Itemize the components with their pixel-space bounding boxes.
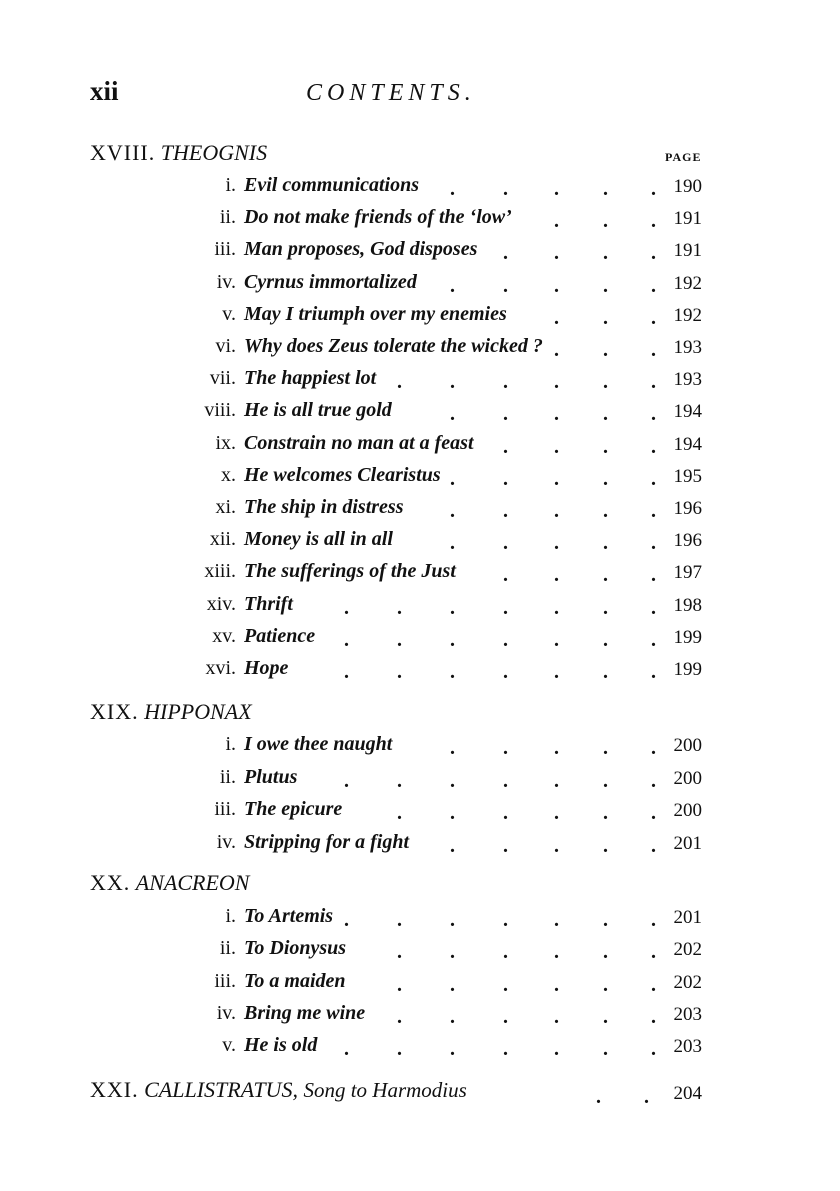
toc-entry[interactable]: iii. Man proposes, God disposes . . . . 191	[214, 238, 702, 265]
toc-entry-page: 191	[673, 208, 702, 230]
toc-entry-title: To a maiden	[244, 969, 346, 992]
toc-entry[interactable]: v. He is old . . . . . . . 203	[222, 1034, 702, 1061]
toc-entry-numeral: iii.	[214, 969, 236, 992]
toc-entry-title: Constrain no man at a feast	[244, 431, 474, 454]
final-entry-page	[90, 1081, 710, 1111]
toc-entry[interactable]: xv. Patience . . . . . . . 199	[212, 624, 702, 651]
toc-entry[interactable]: ii. Plutus . . . . . . . 200	[219, 765, 702, 792]
section-name: CALLISTRATUS,	[144, 1077, 298, 1102]
section-subtitle: Song to Harmodius	[303, 1078, 467, 1102]
section-numeral: XVIII.	[90, 140, 156, 165]
page-column-label: PAGE	[665, 150, 702, 164]
section-name: THEOGNIS	[160, 140, 268, 165]
toc-entry-numeral: xv.	[212, 624, 236, 647]
toc-entry[interactable]: i. To Artemis . . . . . . . 201	[225, 905, 702, 931]
toc-entry-page: 193	[673, 337, 702, 358]
toc-entry-numeral: v.	[222, 302, 236, 325]
toc-entry-title: He is all true gold	[244, 399, 392, 422]
toc-entry-title: The sufferings of the Just	[244, 560, 456, 583]
section-heading	[90, 699, 252, 725]
toc-entry-page: 201	[673, 907, 702, 928]
section-numeral: XX.	[90, 870, 131, 895]
toc-entry-title: Patience	[244, 624, 316, 647]
toc-entry-title: Why does Zeus tolerate the wicked ?	[244, 335, 543, 357]
section-numeral: XXI.	[90, 1077, 139, 1102]
toc-entry-page: 196	[673, 530, 702, 552]
toc-entry-numeral: i.	[225, 905, 236, 927]
toc-entry-title: Bring me wine	[244, 1001, 366, 1024]
toc-entry-title: May I triumph over my enemies	[244, 302, 507, 325]
page-number: xii	[90, 76, 119, 106]
toc-entry[interactable]: xi. The ship in distress . . . . . 196	[215, 496, 702, 522]
toc-entry[interactable]: iv. Stripping for a fight . . . . . 201	[216, 830, 702, 857]
section-numeral: XIX.	[90, 699, 139, 724]
toc-entry-numeral: i.	[225, 733, 236, 755]
toc-entry-page: 192	[673, 272, 702, 294]
toc-entry-page: 199	[673, 626, 702, 648]
toc-entry[interactable]: vii. The happiest lot . . . . . . 193	[209, 367, 702, 394]
toc-entry[interactable]: i. Evil communications . . . . . 190	[225, 174, 702, 200]
toc-entry-title: Evil communications	[244, 174, 420, 196]
toc-entry-numeral: v.	[222, 1034, 236, 1057]
toc-entry-title: To Dionysus	[244, 937, 347, 960]
toc-entry-numeral: ii.	[219, 765, 236, 788]
toc-entry-page: 204	[673, 1083, 702, 1104]
toc-entry-page: 200	[673, 767, 702, 789]
toc-entry-page: 197	[673, 562, 702, 584]
section-heading	[90, 140, 267, 166]
toc-entry[interactable]: x. He welcomes Clearistus . . . . . 195	[221, 463, 702, 490]
toc-entry-title: To Artemis	[244, 905, 334, 927]
toc-entry-title: The happiest lot	[244, 367, 377, 390]
toc-entry-page: 201	[673, 832, 702, 854]
toc-entry-page: 200	[673, 735, 702, 756]
toc-entry-numeral: xiii.	[204, 560, 236, 583]
toc-entry-title: Man proposes, God disposes	[244, 238, 478, 261]
toc-entry-page: 191	[673, 240, 702, 262]
toc-entry-title: Plutus	[244, 765, 298, 788]
toc-entry[interactable]: v. May I triumph over my enemies . . . 192	[222, 302, 702, 329]
toc-entry-numeral: xiv.	[206, 592, 236, 615]
toc-entry[interactable]: xiii. The sufferings of the Just . . . . 197	[204, 560, 702, 587]
toc-entry-title: Money is all in all	[244, 528, 393, 551]
toc-entry-numeral: iv.	[216, 1001, 236, 1024]
toc-entry-numeral: ii.	[219, 937, 236, 960]
toc-entry-page: 199	[673, 659, 702, 680]
toc-entry-numeral: ix.	[215, 431, 236, 454]
toc-entry-page: 203	[673, 1036, 702, 1058]
toc-entry-page: 202	[673, 939, 702, 961]
toc-entry-page: 203	[673, 1003, 702, 1025]
toc-entry-title: The ship in distress	[244, 496, 404, 518]
toc-entry[interactable]: ii. To Dionysus . . . . . . 202	[219, 937, 702, 964]
toc-entry[interactable]: xvi. Hope . . . . . . . 199	[205, 657, 702, 683]
toc-entry-title: Do not make friends of the ‘low’	[244, 206, 512, 229]
toc-entry-title: Hope	[244, 657, 289, 679]
toc-entry-title: I owe thee naught	[244, 733, 393, 755]
toc-entry-page: 200	[673, 800, 702, 821]
page-title: CONTENTS.	[306, 80, 476, 106]
toc-entry-numeral: xii.	[209, 528, 236, 551]
toc-entry-numeral: i.	[225, 174, 236, 196]
toc-entry-numeral: vii.	[209, 367, 236, 390]
toc-entry-title: Stripping for a fight	[244, 830, 410, 853]
toc-entry-title: He welcomes Clearistus	[244, 463, 441, 486]
toc-entry[interactable]: i. I owe thee naught . . . . . 200	[225, 733, 702, 759]
toc-entry-numeral: xvi.	[205, 657, 236, 679]
toc-entry[interactable]: xii. Money is all in all . . . . . 196	[209, 528, 702, 555]
toc-entry[interactable]: iii. The epicure . . . . . . 200	[214, 798, 702, 824]
contents-page: xii CONTENTS. PAGE XVIII. THEOGNIS i. Evil communications . . . . . 190 ii. Do not make friends of the ‘low’ . . . 191 iii. Man proposes, God disposes . . . . 191 iv. Cyrnus immortalized . . . . . 192 v. May I triumph over my enemies . . . 192 vi. Why does Zeus tolerate the wicked ? . . . 193 vii. The happiest lot . . . . . . 193 viii. He is all true gold . . . . . 194 ix. Constrain no man at a feast . . . . 194 x. He welcomes Clearistus . . . . . 195 xi. The ship in distress . . . . . 196 xii. Money is all in all . . . . . 196 xiii. The sufferings of the Just . . . . 197 xiv. Thrift . . . . . . . 198 xv. Patience . . . . . . . 199 xvi. Hope . . . . . . . 199 XIX. HIPPONAX i. I owe thee naught . . . . . 200 ii. Plutus . . . . . . . 200 iii. The epicure . . . . . . 200 iv. Stripping for a fight . . . . . 201 XX. ANACREON i. To Artemis . . . . . . . 201 ii. To Dionysus . . . . . . 202 iii. To a maiden . . . . . . 202 iv. Bring me wine . . . . . . 203 v. He is old . . . . . . . 203 XXI. CALLISTRATUS, Song to Harmodius . . 204	[0, 0, 840, 1191]
toc-entry[interactable]: viii. He is all true gold . . . . . 194	[204, 399, 702, 426]
toc-entry-numeral: iii.	[214, 238, 236, 261]
toc-entry-page: 195	[673, 465, 702, 487]
toc-entry[interactable]: iii. To a maiden . . . . . . 202	[214, 969, 702, 996]
toc-entry-page: 202	[673, 971, 702, 993]
toc-entry-page: 190	[673, 176, 702, 197]
toc-entry-numeral: viii.	[204, 399, 236, 422]
toc-entry-numeral: iv.	[216, 270, 236, 293]
toc-entry-page: 194	[673, 433, 702, 455]
toc-entry[interactable]: ii. Do not make friends of the ‘low’ . . . 191	[219, 206, 702, 233]
toc-entry-numeral: iii.	[214, 798, 236, 820]
toc-entry[interactable]: vi. Why does Zeus tolerate the wicked ? . . . 193	[215, 335, 702, 361]
toc-entry[interactable]: xiv. Thrift . . . . . . . 198	[206, 592, 702, 619]
toc-entry-title: He is old	[244, 1034, 318, 1057]
toc-entry-numeral: ii.	[219, 206, 236, 229]
toc-entry[interactable]: iv. Cyrnus immortalized . . . . . 192	[216, 270, 702, 297]
toc-entry-numeral: vi.	[215, 335, 236, 357]
toc-entry-page: 196	[673, 498, 702, 519]
toc-entry-numeral: xi.	[215, 496, 236, 518]
toc-entry-title: Cyrnus immortalized	[244, 270, 417, 293]
section-heading	[90, 870, 249, 896]
toc-entry[interactable]: iv. Bring me wine . . . . . . 203	[216, 1001, 702, 1028]
toc-entry-title: The epicure	[244, 798, 343, 820]
toc-entry[interactable]: ix. Constrain no man at a feast . . . . 194	[215, 431, 702, 458]
toc-entry-page: 198	[673, 594, 702, 616]
section-name: ANACREON	[135, 870, 250, 895]
toc-entry-page: 192	[673, 304, 702, 326]
section-name: HIPPONAX	[144, 699, 252, 724]
toc-entry-numeral: iv.	[216, 830, 236, 853]
toc-entry-page: 193	[673, 369, 702, 391]
toc-entry-title: Thrift	[244, 592, 293, 615]
toc-entry-page: 194	[673, 401, 702, 423]
toc-entry-numeral: x.	[221, 463, 236, 486]
